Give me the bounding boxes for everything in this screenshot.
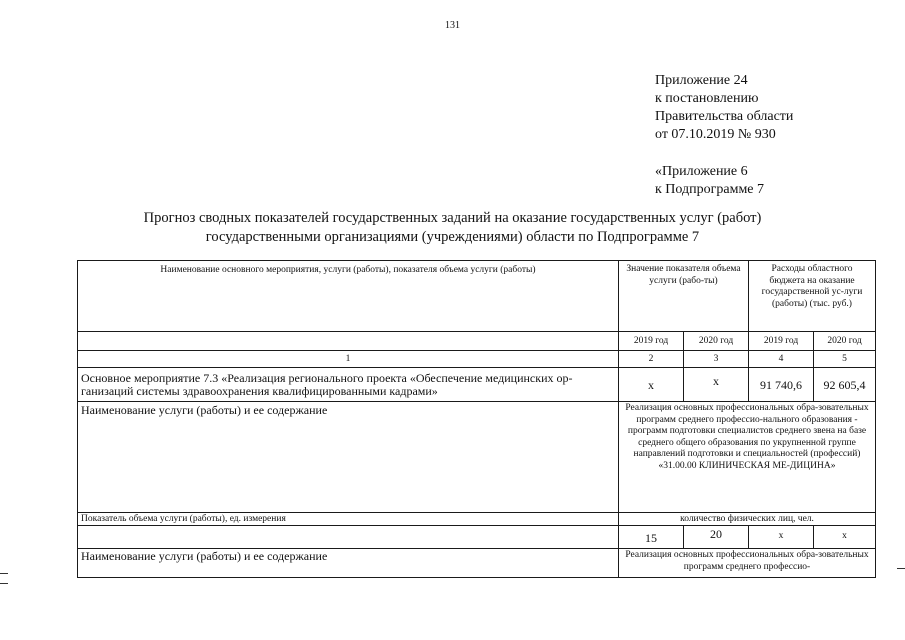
appendix-line: от 07.10.2019 № 930 [655, 127, 776, 142]
colnum-label: 5 [842, 354, 847, 364]
colnum-label: 2 [648, 354, 654, 364]
main-event-value: х [713, 374, 719, 388]
service-content: Реализация основных профессиональных обра-зовательных программ среднего профессио- [625, 550, 869, 572]
indicator-label: Показатель объема услуги (работы), ед. измерения [81, 514, 286, 524]
service-label-cell [77, 401, 619, 513]
year-label: 2020 год [698, 336, 734, 346]
year-label: 2019 год [763, 336, 799, 346]
colnum-label: 3 [713, 354, 719, 364]
appendix-line: к Подпрограмме 7 [655, 182, 765, 197]
indicator-value: 20 [710, 527, 722, 541]
page-number: 131 [445, 20, 460, 31]
main-event-value: х [648, 378, 654, 392]
colnum-label: 1 [345, 354, 351, 364]
scan-mark [0, 573, 8, 574]
year-label: 2019 год [633, 336, 669, 346]
indicator-expense: х [842, 531, 847, 541]
appendix-line: Приложение 24 [655, 73, 748, 88]
indicator-value: 15 [645, 531, 657, 545]
appendix-line: к постановлению [655, 91, 759, 106]
main-event-expense: 91 740,6 [760, 378, 802, 392]
main-event-name: Основное мероприятие 7.3 «Реализация регионального проекта «Обеспечение медицинских ор-ганизаций системы здравоохранения квалифицированными кадрами» [81, 371, 573, 398]
indicator-expense: х [778, 531, 784, 541]
indicator-unit: количество физических лиц, чел. [680, 514, 814, 524]
header-expense-text: Расходы областного бюджета на оказание государственной ус-луги (работы) (тыс. руб.) [761, 264, 863, 309]
appendix-line: «Приложение 6 [655, 164, 748, 179]
title-line: Прогноз сводных показателей государственных заданий на оказание государственных услуг (работ) [143, 210, 762, 226]
year-label: 2020 год [827, 336, 862, 346]
header-name-text: Наименование основного мероприятия, услуги (работы), показателя объема услуги (работы) [160, 265, 536, 275]
colnum-label: 4 [778, 354, 784, 364]
main-event-expense: 92 605,4 [823, 378, 866, 392]
title-line: государственными организациями (учреждениями) области по Подпрограмме 7 [205, 229, 700, 245]
appendix-line: Правительства области [655, 109, 794, 124]
scan-mark [897, 568, 905, 569]
years-blank-cell [77, 331, 619, 351]
service-label: Наименование услуги (работы) и ее содержание [81, 403, 328, 417]
scan-mark [0, 583, 8, 584]
document-title [60, 209, 845, 247]
header-indicator-text: Значение показателя объема услуги (рабо-ты) [626, 264, 741, 286]
service-content: Реализация основных профессиональных обра-зовательных программ среднего профессио-нального образования - программ подготовки специалистов среднего звена на базе среднего общего образования по укрупненной группе направлений подготовки и специальностей (профессий) «31.00.00 КЛИНИЧЕСКАЯ МЕ-ДИЦИНА» [625, 403, 869, 471]
service-label: Наименование услуги (работы) и ее содержание [81, 549, 328, 563]
values-blank-cell [77, 525, 619, 549]
